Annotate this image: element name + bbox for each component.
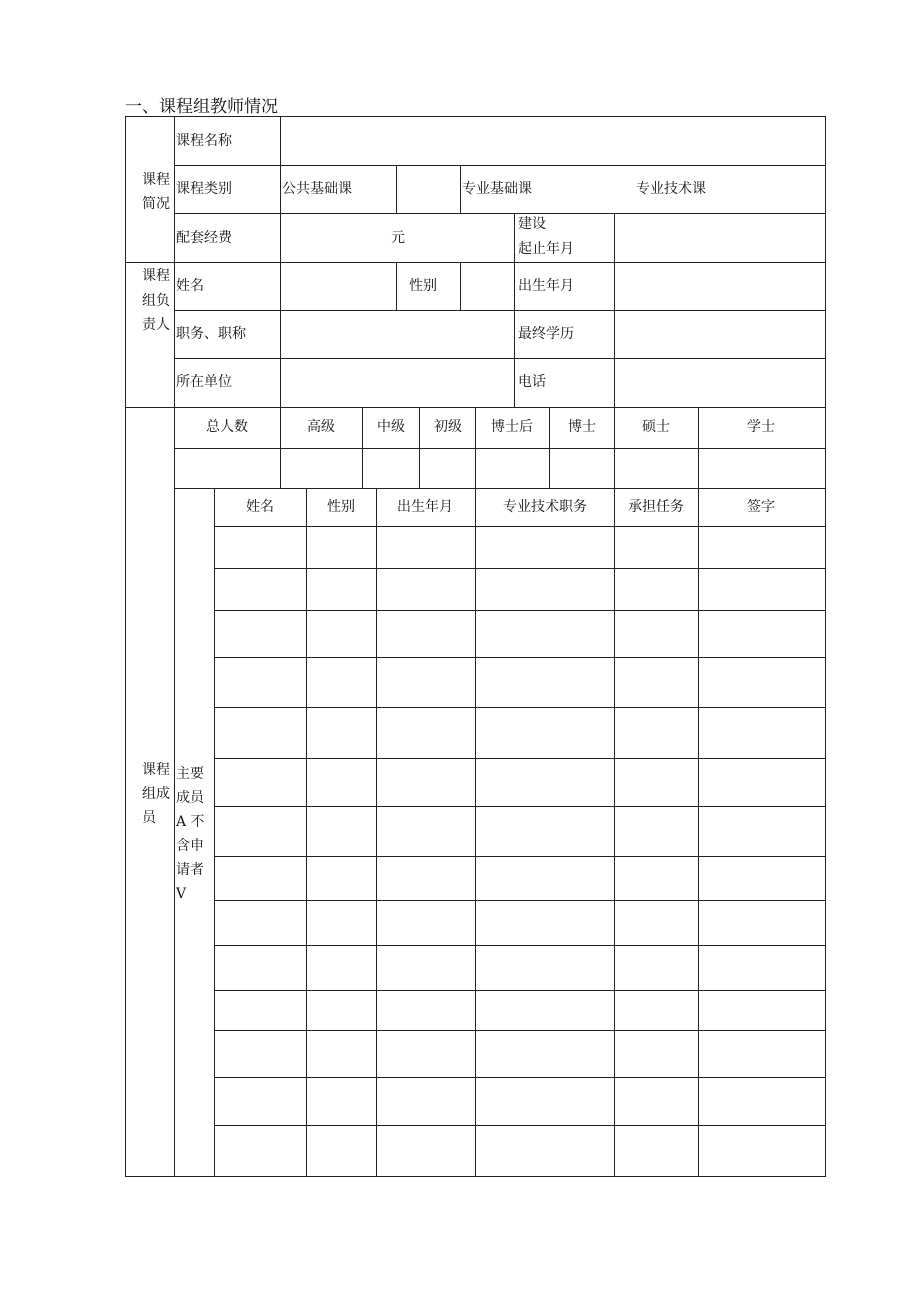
section-course-summary-label-1: 课程	[142, 172, 170, 188]
course-type-public: 公共基础课	[282, 181, 352, 197]
course-type-label: 课程类别	[176, 181, 232, 197]
members-label-line: 请者	[176, 862, 204, 878]
funding-unit: 元	[391, 230, 405, 246]
section-leader-label-2: 组负	[142, 293, 170, 309]
member-header: 承担任务	[628, 499, 684, 515]
stats-header: 博士后	[491, 419, 533, 435]
stats-header: 高级	[307, 419, 335, 435]
leader-phone-label: 电话	[518, 374, 546, 390]
course-type-professional: 专业基础课	[462, 181, 532, 197]
stats-header: 初级	[434, 419, 462, 435]
members-label-line: 含申	[176, 838, 204, 854]
leader-name-label: 姓名	[176, 278, 204, 294]
member-header: 专业技术职务	[503, 499, 587, 515]
period-label-line2: 起止年月	[518, 241, 574, 257]
leader-education-label: 最终学历	[518, 326, 574, 342]
section-members-label-2: 组成	[142, 786, 170, 802]
funding-label: 配套经费	[176, 230, 232, 246]
members-label-line: V	[176, 886, 187, 902]
member-header: 出生年月	[397, 499, 453, 515]
leader-gender-label: 性别	[409, 278, 437, 294]
section-leader-label-3: 责人	[142, 317, 170, 333]
stats-header: 中级	[377, 419, 405, 435]
stats-header: 总人数	[206, 419, 248, 435]
stats-header: 硕士	[642, 419, 670, 435]
members-label-line: 成员	[176, 790, 204, 806]
course-name-label: 课程名称	[176, 133, 232, 149]
leader-unit-label: 所在单位	[176, 374, 232, 390]
section-members-label-1: 课程	[142, 762, 170, 778]
page-title: 一、课程组教师情况	[125, 97, 278, 117]
section-course-summary-label-2: 简况	[142, 196, 170, 212]
members-label-line: A 不	[176, 814, 205, 830]
stats-header: 学士	[747, 419, 775, 435]
member-header: 姓名	[246, 499, 274, 515]
member-header: 签字	[747, 499, 775, 515]
stats-header: 博士	[568, 419, 596, 435]
leader-position-label: 职务、职称	[176, 326, 246, 342]
member-header: 性别	[327, 499, 355, 515]
members-label-line: 主要	[176, 766, 204, 782]
period-label-line1: 建设	[518, 216, 546, 232]
course-type-technical: 专业技术课	[636, 181, 706, 197]
section-members-label-3: 员	[142, 810, 156, 826]
leader-birth-label: 出生年月	[518, 278, 574, 294]
section-leader-label-1: 课程	[142, 268, 170, 284]
